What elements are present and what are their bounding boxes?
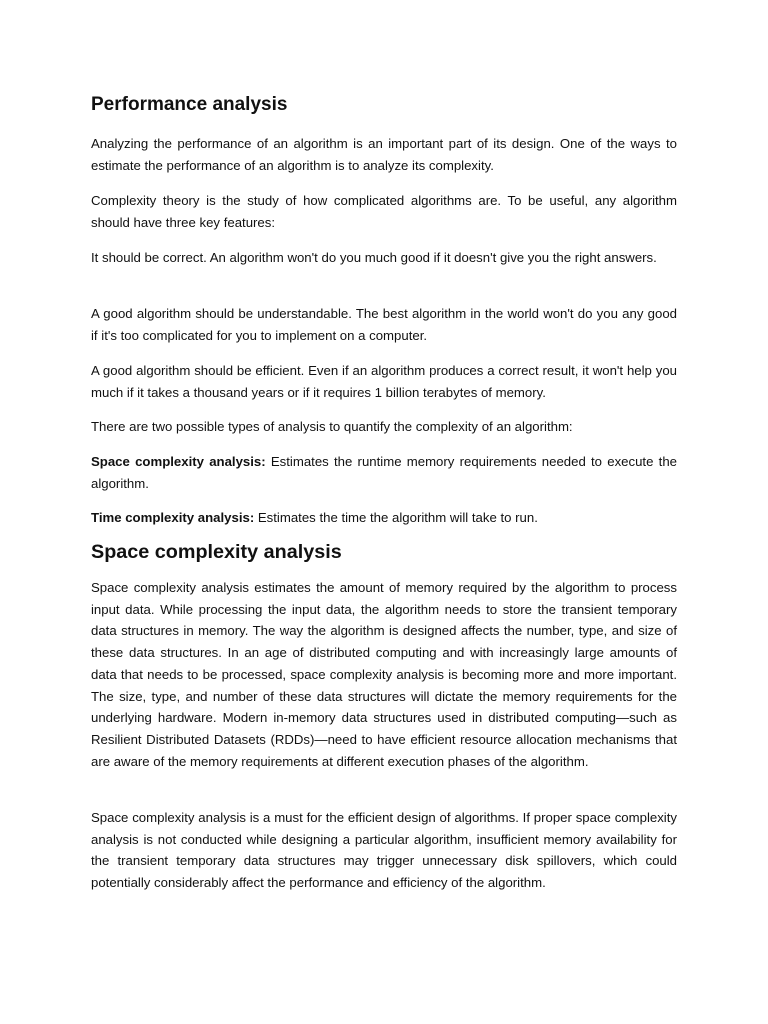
paragraph-analysis-intro: Analyzing the performance of an algorithm is an important part of its design. One of the ways to estimate the performance of an algorithm is to analyze its complexity. — [91, 136, 677, 173]
definition-text-space: Estimates the runtime memory requirements needed to execute the algorithm. — [91, 454, 677, 491]
page-title: Performance analysis — [91, 94, 288, 115]
paragraph-analysis-types: There are two possible types of analysis to quantify the complexity of an algorithm: — [91, 419, 573, 434]
definition-space-complexity — [91, 451, 677, 494]
definition-term-time: Time complexity analysis: — [91, 510, 255, 525]
paragraph-complexity-theory: Complexity theory is the study of how complicated algorithms are. To be useful, any algorithm should have three key features: — [91, 193, 677, 230]
paragraph-correctness: It should be correct. An algorithm won't do you much good if it doesn't give you the right answers. — [91, 250, 657, 265]
definition-term-space: Space complexity analysis: — [91, 454, 266, 469]
paragraph-space-complexity-detail: Space complexity analysis estimates the amount of memory required by the algorithm to process input data. While processing the input data, the algorithm needs to store the transient temporary data structures in memory. The way the algorithm is designed affects the number, type, and size of these data structures. In an age of distributed computing and with increasingly large amounts of data that needs to be processed, space complexity analysis is becoming more and more important. The size, type, and number of these data structures will dictate the memory requirements for the underlying hardware. Modern in-memory data structures used in distributed computing—such as Resilient Distributed Datasets (RDDs)—need to have efficient resource allocation mechanisms that are aware of the memory requirements at different execution phases of the algorithm. — [91, 580, 677, 769]
definition-time-complexity — [91, 507, 677, 529]
paragraph-understandability: A good algorithm should be understandable. The best algorithm in the world won't do you any good if it's too complicated for you to implement on a computer. — [91, 306, 677, 343]
paragraph-efficiency: A good algorithm should be efficient. Even if an algorithm produces a correct result, it won't help you much if it takes a thousand years or if it requires 1 billion terabytes of memory. — [91, 363, 677, 400]
definition-text-time: Estimates the time the algorithm will take to run. — [254, 510, 538, 525]
section-heading-space-complexity: Space complexity analysis — [91, 541, 342, 563]
paragraph-space-complexity-importance: Space complexity analysis is a must for the efficient design of algorithms. If proper space complexity analysis is not conducted while designing a particular algorithm, insufficient memory availability for the transient temporary data structures may trigger unnecessary disk spillovers, which could potentially considerably affect the performance and efficiency of the algorithm. — [91, 810, 677, 891]
